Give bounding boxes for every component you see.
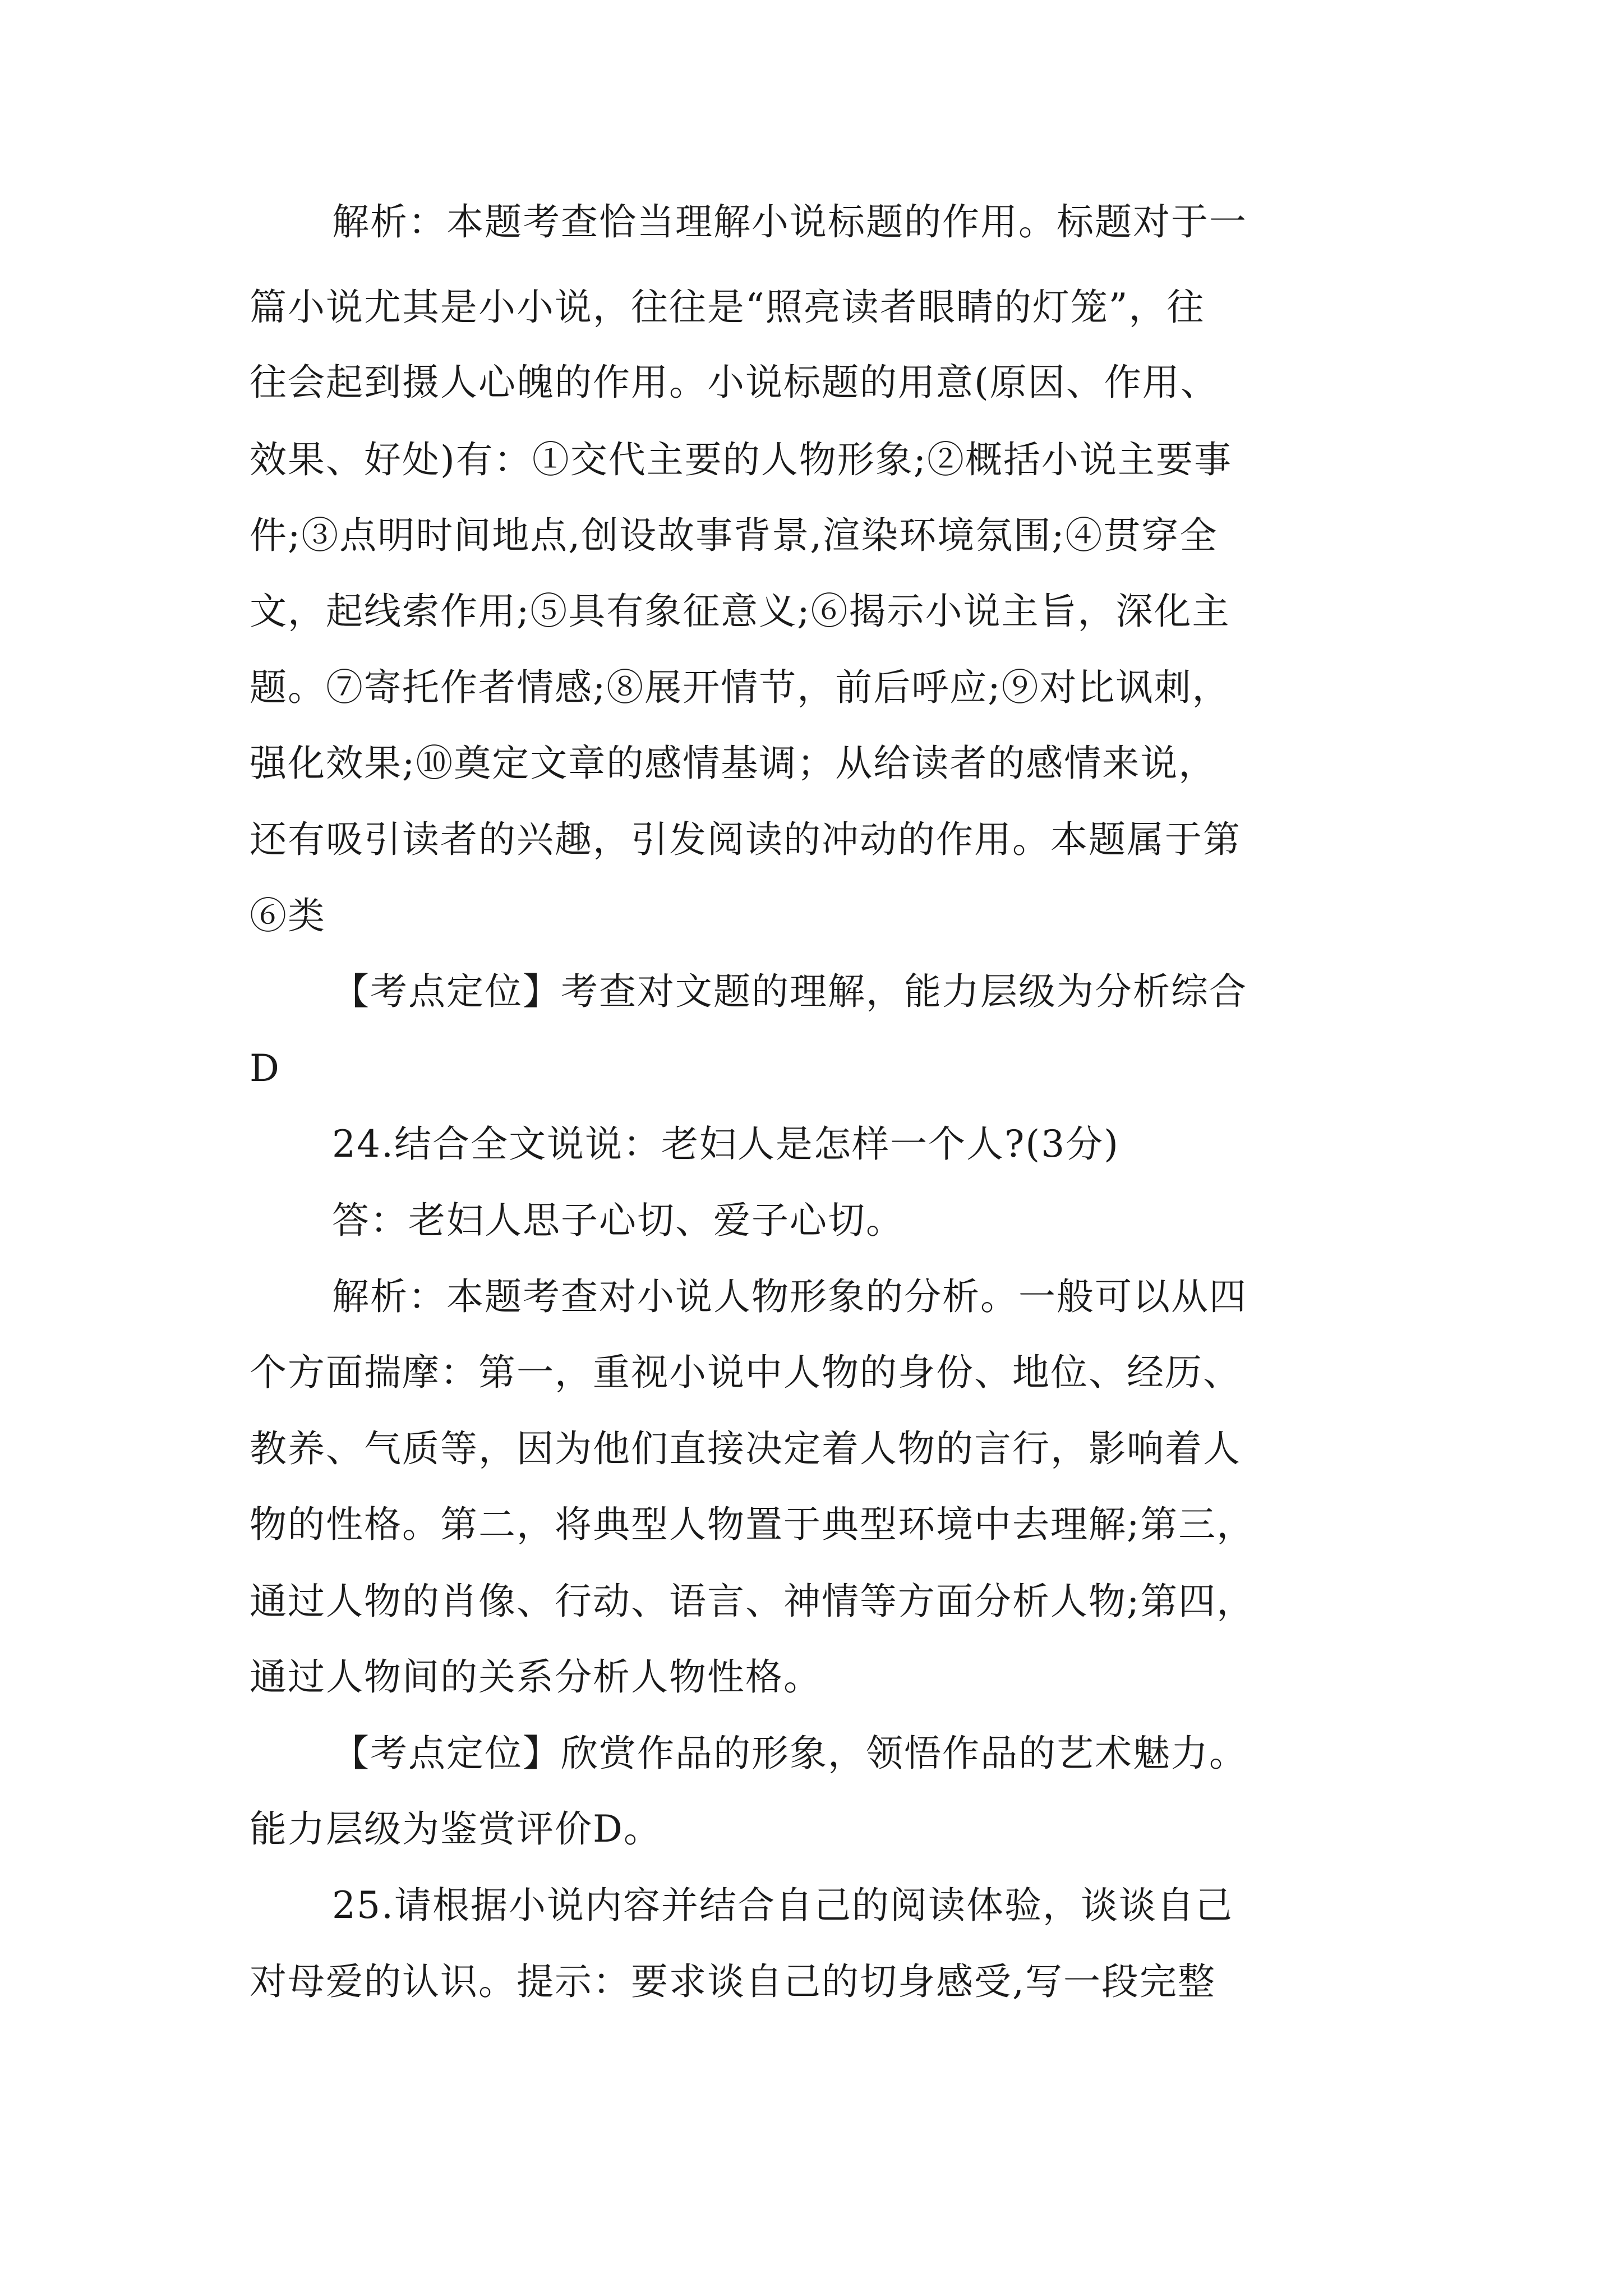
analysis-paragraph-1-line: 文，起线索作用;⑤具有象征意义;⑥揭示小说主旨，深化主	[250, 590, 1230, 633]
analysis-paragraph-1-line: 解析：本题考查恰当理解小说标题的作用。标题对于一	[332, 200, 1247, 243]
analysis-paragraph-1-line: 强化效果;⑩奠定文章的感情基调；从给读者的感情来说，	[250, 742, 1217, 785]
analysis-paragraph-1-line: 效果、好处)有：①交代主要的人物形象;②概括小说主要事	[250, 438, 1232, 481]
exam-point-2-line: 能力层级为鉴赏评价D。	[250, 1807, 662, 1851]
analysis-paragraph-1-line: 还有吸引读者的兴趣，引发阅读的冲动的作用。本题属于第	[250, 818, 1241, 861]
analysis-paragraph-1-line: 件;③点明时间地点,创设故事背景,渲染环境氛围;④贯穿全	[250, 514, 1218, 557]
question-25-line: 25.请根据小说内容并结合自己的阅读体验，谈谈自己	[332, 1884, 1233, 1927]
analysis-paragraph-2-line: 物的性格。第二，将典型人物置于典型环境中去理解;第三，	[250, 1503, 1255, 1546]
question-25-line: 对母爱的认识。提示：要求谈自己的切身感受,写一段完整	[250, 1960, 1216, 2003]
analysis-paragraph-1-line: 往会起到摄人心魄的作用。小说标题的用意(原因、作用、	[250, 361, 1219, 404]
analysis-paragraph-2-line: 通过人物的肖像、行动、语言、神情等方面分析人物;第四，	[250, 1580, 1255, 1623]
exam-point-1-line: 【考点定位】考查对文题的理解，能力层级为分析综合	[332, 970, 1247, 1013]
answer-24: 答：老妇人思子心切、爱子心切。	[332, 1199, 904, 1242]
analysis-paragraph-1-line: 篇小说尤其是小小说，往往是“照亮读者眼睛的灯笼”，往	[250, 286, 1205, 329]
analysis-paragraph-2-line: 通过人物间的关系分析人物性格。	[250, 1655, 822, 1699]
exam-point-1-line: D	[250, 1047, 280, 1090]
exam-point-2-line: 【考点定位】欣赏作品的形象，领悟作品的艺术魅力。	[332, 1732, 1247, 1775]
analysis-paragraph-2-line: 教养、气质等，因为他们直接决定着人物的言行，影响着人	[250, 1427, 1241, 1470]
analysis-paragraph-2-line: 个方面揣摩：第一，重视小说中人物的身份、地位、经历、	[250, 1351, 1241, 1394]
analysis-paragraph-2-line: 解析：本题考查对小说人物形象的分析。一般可以从四	[332, 1275, 1247, 1318]
analysis-paragraph-1-line: ⑥类	[250, 894, 326, 937]
analysis-paragraph-1-line: 题。⑦寄托作者情感;⑧展开情节，前后呼应;⑨对比讽刺，	[250, 666, 1230, 709]
question-24: 24.结合全文说说：老妇人是怎样一个人?(3分)	[332, 1122, 1119, 1166]
